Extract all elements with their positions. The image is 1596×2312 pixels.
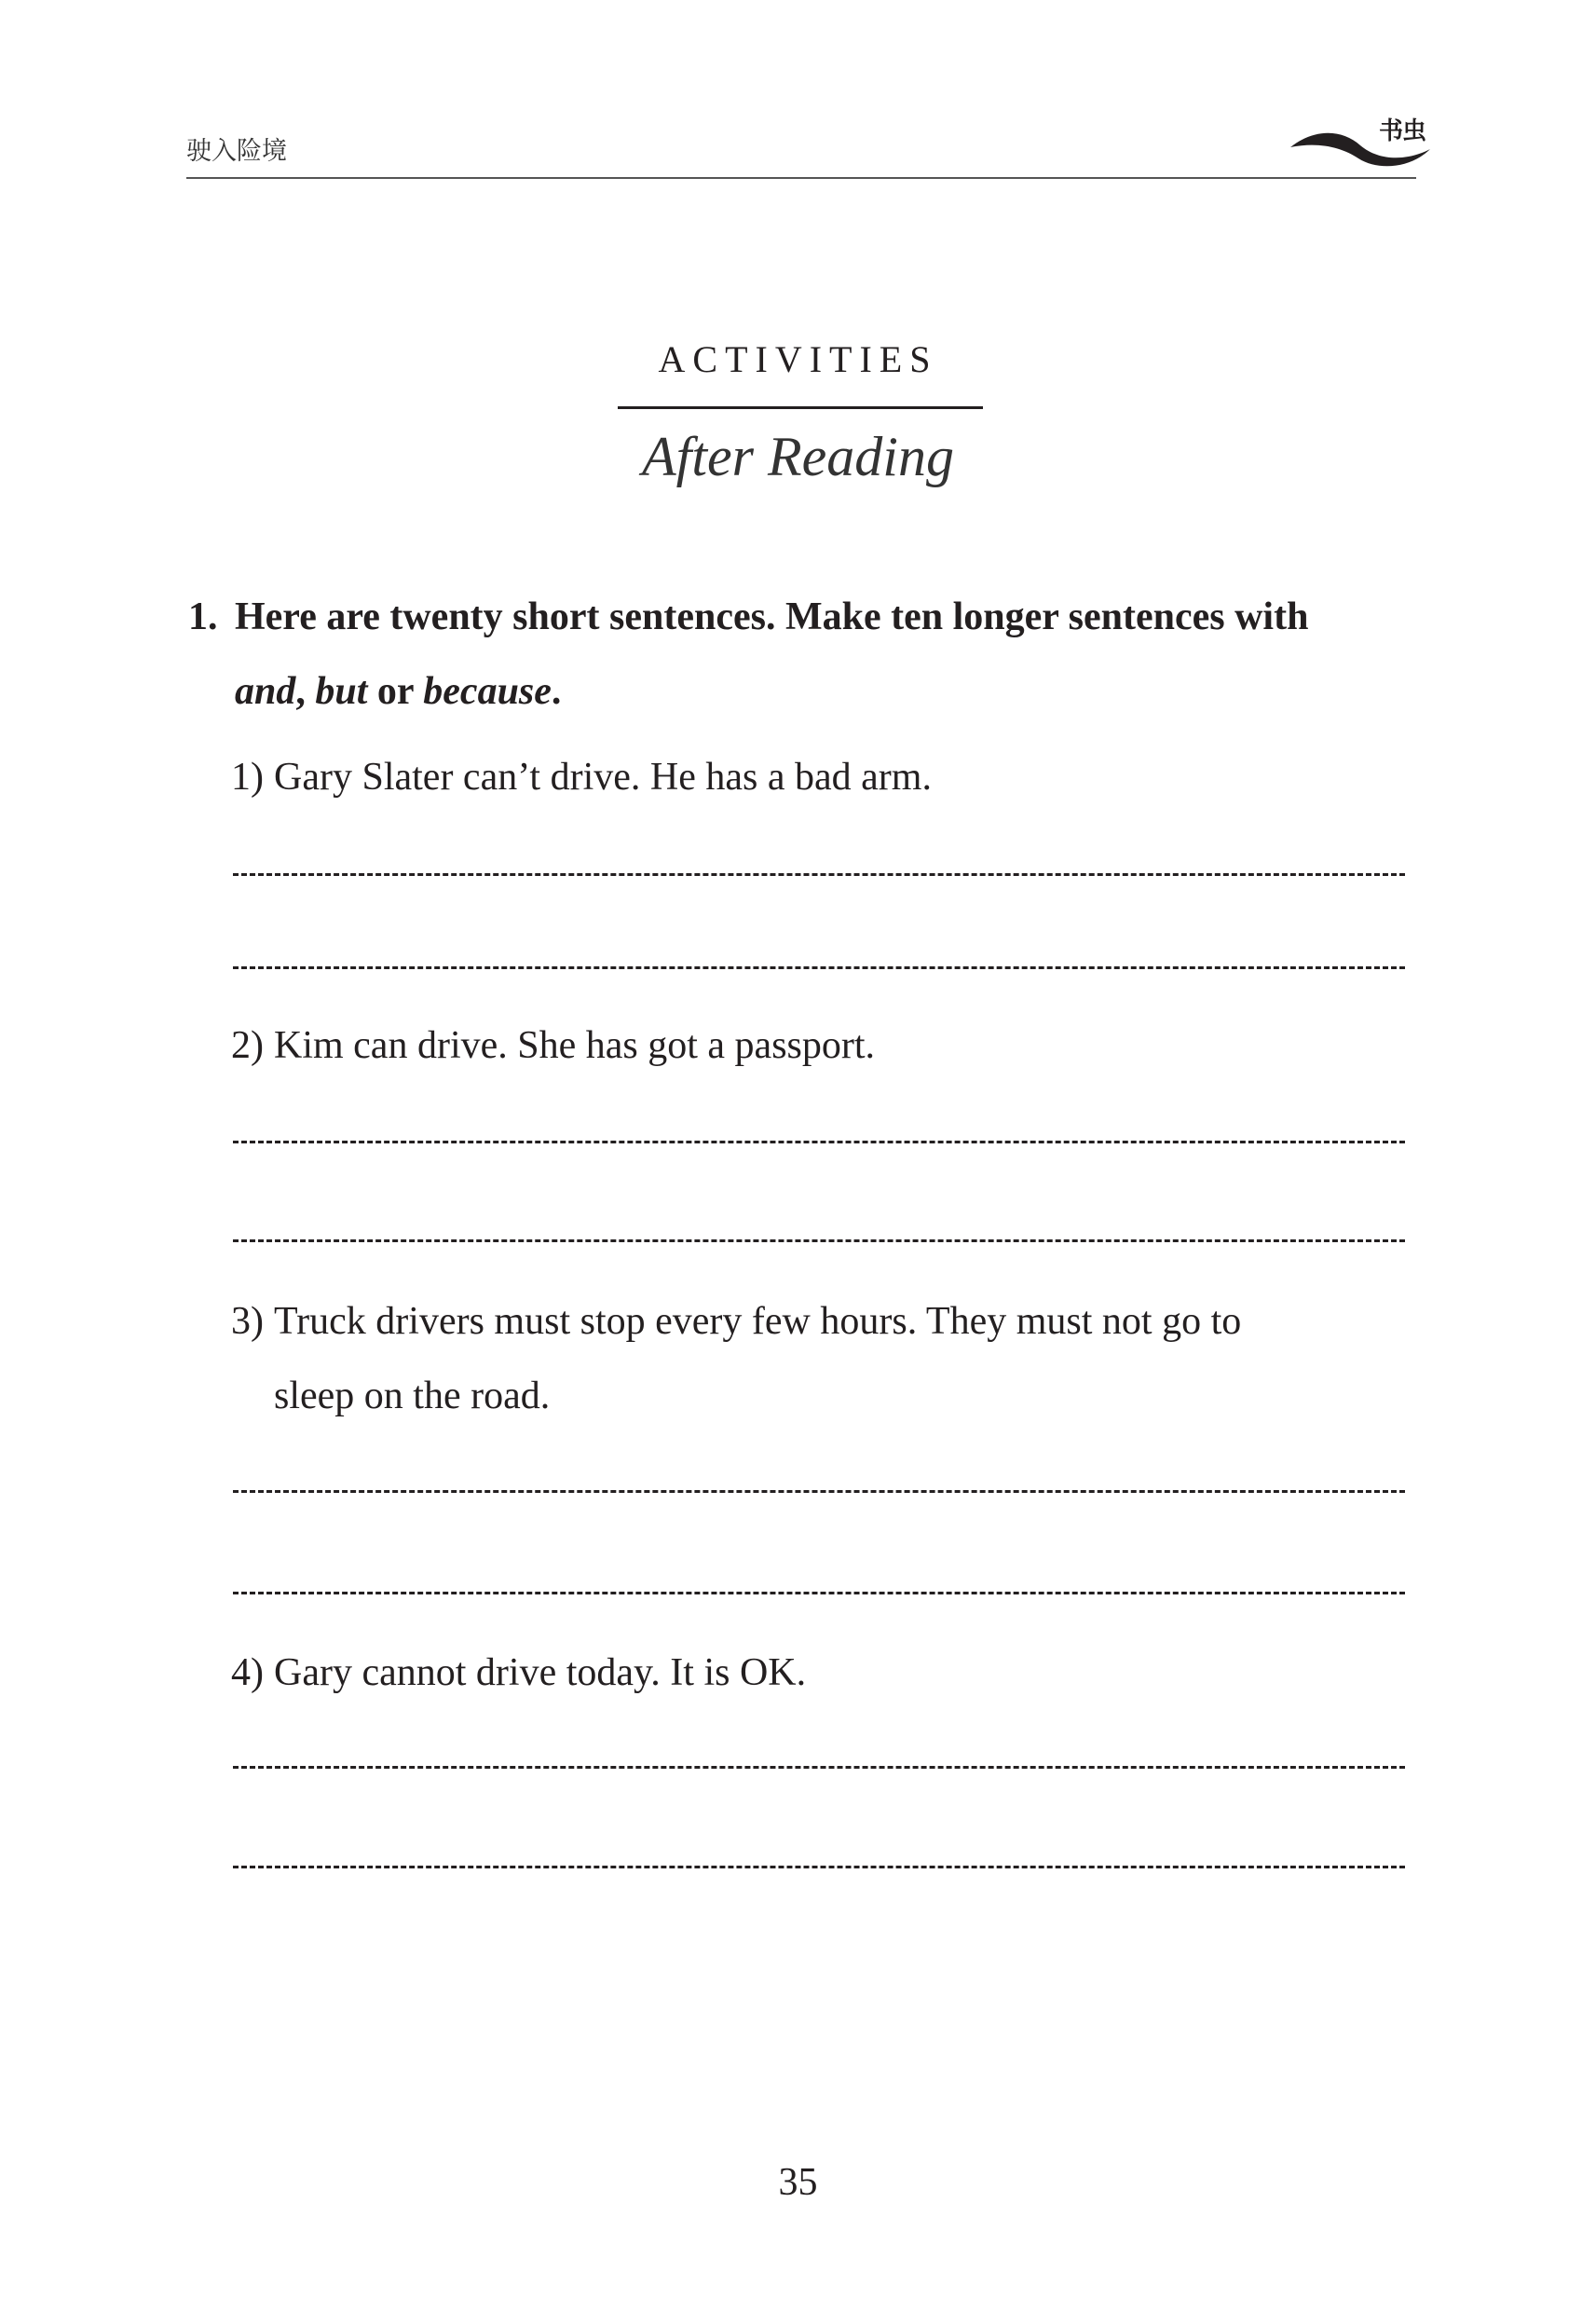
sentence-4 bbox=[231, 1635, 1424, 1710]
keyword-and: and bbox=[235, 670, 296, 713]
answer-line[interactable] bbox=[233, 873, 1405, 876]
section-subtitle: After Reading bbox=[642, 426, 954, 487]
answer-line[interactable] bbox=[233, 1239, 1405, 1242]
sentence-number: 1) bbox=[231, 756, 264, 799]
running-head-title: 驶入险境 bbox=[186, 137, 287, 166]
page-number: 35 bbox=[778, 2161, 818, 2204]
answer-line[interactable] bbox=[233, 966, 1405, 969]
answer-line[interactable] bbox=[233, 1766, 1405, 1769]
answer-line[interactable] bbox=[233, 1490, 1405, 1493]
logo-text: 书虫 bbox=[1378, 117, 1425, 145]
sentence-text: Gary cannot drive today. It is OK. bbox=[274, 1651, 807, 1694]
sentence-number: 2) bbox=[231, 1024, 264, 1067]
section-title: ACTIVITIES bbox=[658, 338, 938, 380]
sentence-number: 4) bbox=[231, 1651, 264, 1694]
question-period: . bbox=[551, 670, 562, 713]
question-number: 1. bbox=[188, 595, 218, 638]
sentence-3 bbox=[231, 1284, 1424, 1433]
question-text: Here are twenty short sentences. Make ten longer sentences with bbox=[235, 595, 1309, 638]
sentence-text-continued: sleep on the road. bbox=[274, 1375, 551, 1417]
keyword-because: because bbox=[423, 670, 552, 713]
sentence-text: Truck drivers must stop every few hours. They must not go to bbox=[274, 1300, 1242, 1343]
keyword-or: or bbox=[376, 670, 414, 713]
sentence-number: 3) bbox=[231, 1300, 264, 1343]
keyword-but: but bbox=[315, 670, 368, 713]
title-divider bbox=[618, 406, 983, 409]
answer-line[interactable] bbox=[233, 1592, 1405, 1594]
keyword-comma: , bbox=[295, 670, 306, 713]
sentence-1 bbox=[231, 740, 1424, 814]
answer-line[interactable] bbox=[233, 1141, 1405, 1143]
sentence-text: Kim can drive. She has got a passport. bbox=[274, 1024, 876, 1067]
publisher-logo bbox=[1286, 110, 1435, 175]
sentence-2 bbox=[231, 1008, 1424, 1083]
answer-line[interactable] bbox=[233, 1866, 1405, 1868]
header-divider bbox=[186, 177, 1416, 179]
sentence-text: Gary Slater can’t drive. He has a bad arm. bbox=[274, 756, 932, 799]
question-1 bbox=[188, 580, 1418, 729]
